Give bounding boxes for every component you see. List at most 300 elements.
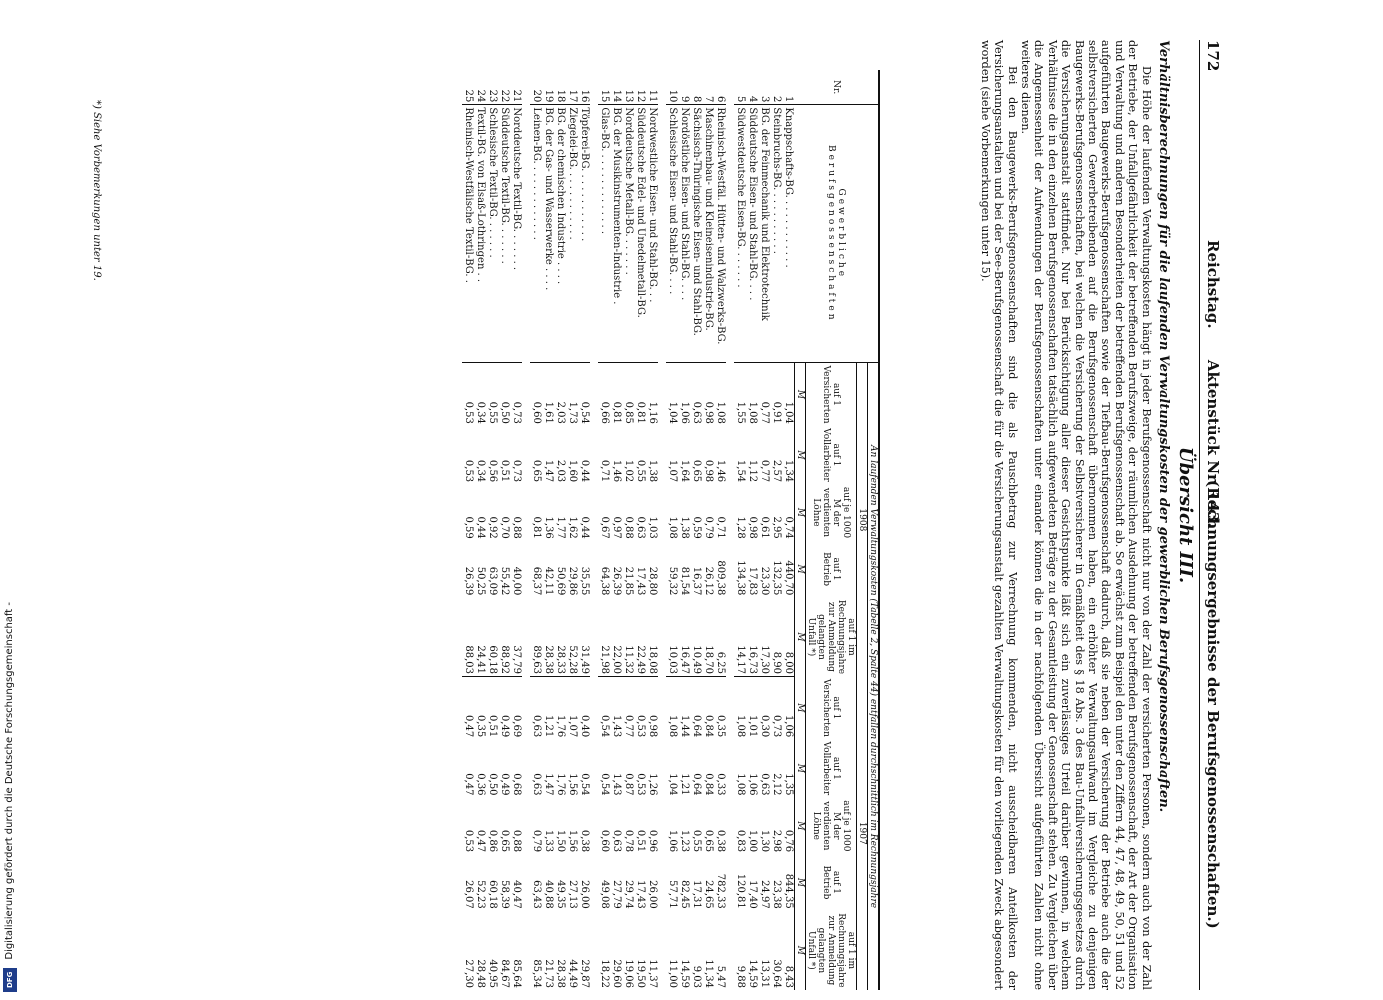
cell-v1907-2: 0,54	[599, 773, 610, 796]
cell-v1907-5: 5,47	[715, 965, 726, 988]
cell-v1908-2: 0,73	[511, 459, 522, 483]
cell-v1907-4: 24,97	[759, 880, 770, 909]
cell-v1908-4: 50,69	[555, 566, 566, 596]
table-row	[746, 70, 758, 990]
cell-v1908-4: 28,80	[647, 566, 658, 596]
cell-v1908-4: 440,70	[783, 560, 794, 596]
year-header-1908: 1908	[857, 363, 868, 677]
digitization-credit: Digitalisierung gefördert durch die Deutsche Forschungsgemeinschaft -	[4, 602, 15, 960]
row-number: 2	[770, 70, 782, 105]
cell-v1907-5: 44,49	[567, 959, 578, 988]
cell-v1907-3: 1,50	[555, 829, 566, 853]
cell-v1908-5: 10,03	[667, 645, 678, 675]
cell-v1907-3: 0,79	[531, 829, 542, 853]
cell-v1907-5: 8,43	[783, 965, 794, 988]
col-header-name-line1: Gewerbliche	[836, 188, 847, 280]
cell-v1907-1: 1,43	[610, 677, 622, 740]
cell-v1907-2: 0,84	[703, 773, 714, 796]
row-name: Töpferei-BG. . . . . . . . . . . .	[578, 105, 590, 363]
cell-v1907-3: 1,30	[759, 829, 770, 853]
cell-v1907-5: 84,67	[499, 959, 510, 988]
group-gap	[522, 70, 530, 990]
body-text	[978, 40, 1170, 990]
cell-v1908-2: 0,98	[703, 459, 714, 483]
sub-header-1907-4: auf 1 Betrieb	[806, 854, 857, 911]
cell-v1908-5: 24,41	[475, 645, 486, 675]
cell-v1907-3: 1,23	[679, 829, 690, 853]
running-head-aktenstueck: Aktenstück Nr. 143.	[1204, 359, 1222, 528]
cell-v1907-5: 14,59	[679, 959, 690, 988]
cell-v1908-1: 1,61	[543, 401, 554, 424]
cell-v1908-5: 16,47	[679, 645, 690, 675]
cell-v1907-5: 85,64	[511, 959, 522, 988]
row-name: Schlesische Eisen- und Stahl-BG. . . .	[666, 105, 678, 363]
cell-v1907-4: 26,00	[647, 880, 658, 909]
cell-v1908-5: 18,70	[703, 645, 714, 675]
row-name: Südwestdeutsche Eisen-BG. . . . . . .	[734, 105, 746, 363]
row-name: Süddeutsche Edel- und Unedelmetall-BG.	[634, 105, 646, 363]
group-gap	[658, 70, 666, 990]
cell-v1908-1: 1,08	[747, 401, 758, 424]
row-number: 25	[462, 70, 474, 105]
cell-v1908-5: 16,73	[747, 645, 758, 675]
row-name: Maschinenbau- und Kleineisenindustrie-BG.	[702, 105, 714, 363]
cell-v1907-5: 19,50	[635, 959, 646, 988]
cell-v1907-1: 0,84	[702, 677, 714, 740]
cell-v1908-5: 52,28	[567, 645, 578, 675]
cell-v1908-5: 28,38	[543, 645, 554, 675]
unit-cell: M	[795, 484, 806, 541]
cell-v1908-5: 88,92	[499, 645, 510, 675]
cell-v1907-1: 0,49	[498, 677, 510, 740]
table-row	[782, 70, 795, 990]
cell-v1907-4: 26,00	[579, 880, 590, 909]
cell-v1908-3: 0,88	[623, 516, 634, 539]
cell-v1908-4: 809,38	[715, 560, 726, 596]
year-header-1907: 1907	[857, 677, 868, 990]
row-name: Leinen-BG. . . . . . . . . . . . .	[530, 105, 542, 363]
cell-v1908-5: 89,63	[531, 645, 542, 675]
table-row	[542, 70, 554, 990]
row-name: BG. der chemischen Industrie . . . .	[554, 105, 566, 363]
row-name: BG. der Gas- und Wasserwerke . . . .	[542, 105, 554, 363]
cell-v1908-2: 1,47	[543, 459, 554, 483]
cell-v1908-4: 23,30	[759, 566, 770, 596]
cell-v1907-5: 18,22	[599, 959, 610, 988]
cell-v1907-1: 0,40	[578, 677, 590, 740]
cell-v1908-1: 0,91	[771, 401, 782, 424]
cell-v1908-1: 0,98	[703, 401, 714, 424]
cell-v1908-2: 0,77	[759, 459, 770, 483]
cell-v1907-4: 29,74	[623, 880, 634, 909]
row-number: 17	[566, 70, 578, 105]
cell-v1907-2: 0,49	[499, 773, 510, 796]
table-row	[462, 70, 474, 990]
cell-v1908-3: 1,03	[647, 516, 658, 539]
sub-header-1908-1: auf 1 Versicherten	[806, 363, 857, 426]
cell-v1907-5: 11,37	[647, 959, 658, 988]
cell-v1907-1: 0,63	[530, 677, 542, 740]
cell-v1908-5: 6,25	[715, 651, 726, 675]
cell-v1908-1: 0,77	[759, 401, 770, 424]
running-head-right: (Rechnungsergebnisse der Berufsgenossenschaften.)	[1204, 480, 1222, 929]
row-number: 9	[678, 70, 690, 105]
cell-v1907-3: 0,63	[611, 829, 622, 853]
cell-v1907-1: 0,35	[714, 677, 726, 740]
cell-v1908-4: 29,86	[567, 566, 578, 596]
cell-v1907-5: 11,00	[667, 959, 678, 988]
row-name: Süddeutsche Textil-BG. . . . . . .	[498, 105, 510, 363]
cell-v1907-5: 19,06	[623, 959, 634, 988]
cell-v1908-2: 0,56	[487, 459, 498, 483]
cell-v1908-5: 10,49	[691, 645, 702, 675]
sub-header-1907-2: auf 1 Vollarbeiter	[806, 739, 857, 797]
cell-v1908-4: 26,39	[611, 566, 622, 596]
cell-v1908-1: 0,81	[635, 401, 646, 424]
cell-v1908-1: 2,03	[555, 401, 566, 424]
cell-v1907-1: 1,07	[566, 677, 578, 740]
row-name: BG. der Feinmechanik und Elektrotechnik	[758, 105, 770, 363]
cell-v1907-2: 0,63	[531, 773, 542, 796]
cell-v1908-5: 18,08	[647, 645, 658, 675]
cell-v1907-1: 0,35	[474, 677, 486, 740]
cell-v1907-4: 49,08	[599, 880, 610, 909]
cell-v1908-3: 0,97	[611, 516, 622, 539]
cell-v1908-2: 1,54	[735, 459, 746, 483]
cell-v1907-1: 1,21	[542, 677, 554, 740]
cell-v1907-2: 0,64	[691, 773, 702, 796]
page-number: 172	[1204, 40, 1222, 72]
table-row	[578, 70, 590, 990]
cell-v1907-4: 49,35	[555, 880, 566, 909]
sub-header-1907-1: auf 1 Versicherten	[806, 677, 857, 740]
unit-cell: M	[795, 677, 806, 740]
cell-v1908-3: 0,59	[463, 516, 474, 539]
cell-v1907-4: 63,43	[531, 880, 542, 909]
cell-v1908-5: 31,49	[579, 645, 590, 675]
table-row	[622, 70, 634, 990]
cell-v1907-2: 0,63	[759, 773, 770, 796]
cell-v1907-2: 1,08	[735, 773, 746, 796]
row-name: Süddeutsche Eisen- und Stahl-BG. . . .	[746, 105, 758, 363]
cell-v1908-5: 28,33	[555, 645, 566, 675]
cell-v1908-3: 1,62	[567, 516, 578, 539]
row-number: 24	[474, 70, 486, 105]
cell-v1908-2: 1,12	[747, 459, 758, 483]
cell-v1908-5: 22,49	[635, 645, 646, 675]
row-name: Schlesische Textil-BG. . . . . . .	[486, 105, 498, 363]
col-header-nr: Nr.	[795, 70, 879, 105]
cell-v1907-2: 1,56	[567, 773, 578, 796]
group-gap	[726, 70, 734, 990]
cell-v1907-4: 844,35	[783, 873, 794, 909]
cell-v1907-1: 1,44	[678, 677, 690, 740]
cell-v1908-1: 1,04	[783, 401, 794, 424]
cell-v1908-4: 64,38	[599, 566, 610, 596]
cell-v1908-4: 17,83	[747, 566, 758, 596]
cell-v1907-1: 0,30	[758, 677, 770, 740]
cell-v1907-3: 2,98	[771, 829, 782, 853]
cell-v1908-1: 0,50	[499, 401, 510, 424]
row-name: Norddeutsche Textil-BG. . . . . . .	[510, 105, 522, 363]
group-gap	[590, 70, 598, 990]
cell-v1908-1: 0,63	[691, 401, 702, 424]
section-heading	[1175, 40, 1196, 990]
cell-v1908-1: 1,08	[715, 401, 726, 424]
row-number: 1	[782, 70, 795, 105]
cell-v1908-2: 0,34	[475, 459, 486, 483]
cell-v1908-3: 0,67	[599, 516, 610, 539]
cell-v1907-4: 24,65	[703, 880, 714, 909]
row-number: 12	[634, 70, 646, 105]
cell-v1907-2: 1,76	[555, 773, 566, 796]
cell-v1908-2: 0,53	[463, 459, 474, 483]
cell-v1908-3: 0,92	[487, 516, 498, 539]
table-row	[486, 70, 498, 990]
row-name: Textil-BG. von Elsaß-Lothringen . .	[474, 105, 486, 363]
cell-v1908-4: 50,25	[475, 566, 486, 596]
cell-v1907-4: 17,40	[747, 880, 758, 909]
table-row	[474, 70, 486, 990]
row-number: 6	[714, 70, 726, 105]
cell-v1907-1: 0,98	[646, 677, 658, 740]
cell-v1908-3: 0,71	[715, 516, 726, 539]
cell-v1907-3: 0,53	[463, 829, 474, 853]
cell-v1908-2: 1,46	[611, 459, 622, 483]
sub-header-1908-2: auf 1 Vollarbeiter	[806, 426, 857, 484]
cell-v1907-3: 0,78	[623, 829, 634, 853]
cell-v1907-3: 0,60	[599, 829, 610, 853]
cell-v1908-2: 2,57	[771, 459, 782, 483]
cell-v1907-3: 0,51	[635, 829, 646, 853]
cell-v1908-4: 132,35	[771, 560, 782, 596]
row-number: 19	[542, 70, 554, 105]
cell-v1907-5: 28,48	[475, 959, 486, 988]
cell-v1908-4: 134,38	[735, 560, 746, 596]
cell-v1908-4: 40,00	[511, 566, 522, 596]
cell-v1908-4: 55,42	[499, 566, 510, 596]
table-row	[690, 70, 702, 990]
cell-v1908-3: 0,74	[783, 516, 794, 539]
cell-v1907-2: 0,47	[463, 773, 474, 796]
cell-v1907-2: 0,33	[715, 773, 726, 796]
cell-v1907-3: 0,88	[511, 829, 522, 853]
cell-v1908-3: 0,88	[511, 516, 522, 539]
cell-v1907-2: 2,12	[771, 773, 782, 796]
verwaltungskosten-table	[462, 70, 878, 990]
cell-v1908-4: 26,12	[703, 566, 714, 596]
cell-v1908-2: 1,46	[715, 459, 726, 483]
cell-v1907-2: 1,26	[647, 773, 658, 796]
cell-v1907-5: 21,73	[543, 959, 554, 988]
row-name: Steinbruchs-BG. . . . . . . . . . .	[770, 105, 782, 363]
cell-v1908-2: 1,64	[679, 459, 690, 483]
cell-v1907-5: 29,60	[611, 959, 622, 988]
paragraph-2: Bei den Baugewerks-Berufsgenossenschaften sind die als Pauschbetrag zur Verrechnung kommenden, nicht ausscheidbaren Anteilkosten der Versicherungsanstalten und bei der See-Berufsgenossenschaft die für die Versicherungsanstalt gezahlten Verwaltungskosten für den vorliegenden Zweck abgesondert worden (siehe Vorbemerkungen unter 15).	[978, 40, 1019, 990]
table-row	[646, 70, 658, 990]
cell-v1907-1: 0,47	[462, 677, 474, 740]
row-number: 16	[578, 70, 590, 105]
row-number: 13	[622, 70, 634, 105]
sub-header-1908-3: auf je 1000 M der verdienten Löhne	[806, 484, 857, 541]
cell-v1907-4: 26,07	[463, 880, 474, 909]
cell-v1908-1: 0,53	[463, 401, 474, 424]
cell-v1908-4: 42,11	[543, 566, 554, 596]
cell-v1908-1: 1,06	[679, 401, 690, 424]
cell-v1908-3: 0,81	[531, 516, 542, 539]
cell-v1908-3: 1,36	[543, 516, 554, 539]
cell-v1908-5: 88,03	[463, 645, 474, 675]
row-name: Norddeutsche Metall-BG. . . . . . .	[622, 105, 634, 363]
cell-v1908-1: 1,16	[647, 401, 658, 424]
cell-v1907-3: 1,06	[667, 829, 678, 853]
scan-sidebar	[0, 0, 20, 1000]
section-title: Übersicht III.	[1175, 446, 1196, 584]
cell-v1908-5: 8,00	[783, 651, 794, 675]
table-row	[598, 70, 610, 990]
cell-v1908-3: 0,44	[579, 516, 590, 539]
row-name: Rheinisch-Westfälische Textil-BG. .	[462, 105, 474, 363]
cell-v1907-1: 1,06	[782, 677, 795, 740]
cell-v1908-1: 0,60	[531, 401, 542, 424]
cell-v1907-2: 0,36	[475, 773, 486, 796]
running-head-reichstag: Reichstag.	[1204, 240, 1222, 329]
cell-v1907-3: 0,65	[703, 829, 714, 853]
unit-cell: M	[795, 911, 806, 990]
unit-cell: M	[795, 426, 806, 484]
cell-v1907-4: 82,45	[679, 880, 690, 909]
col-header-name-line2: Berufsgenossenschaften	[826, 144, 837, 323]
cell-v1907-1: 0,73	[770, 677, 782, 740]
row-number: 3	[758, 70, 770, 105]
cell-v1907-2: 0,54	[579, 773, 590, 796]
cell-v1907-3: 0,55	[691, 829, 702, 853]
cell-v1907-5: 9,88	[735, 965, 746, 988]
cell-v1908-4: 35,55	[579, 566, 590, 596]
cell-v1907-3: 0,83	[735, 829, 746, 853]
cell-v1907-4: 58,39	[499, 880, 510, 909]
cell-v1908-3: 2,95	[771, 516, 782, 539]
row-name: Knappschafts-BG. . . . . . . . . . . .	[782, 105, 795, 363]
cell-v1907-1: 0,53	[634, 677, 646, 740]
cell-v1908-5: 8,90	[771, 651, 782, 675]
cell-v1908-1: 1,55	[735, 401, 746, 424]
unit-cell: M	[795, 363, 806, 426]
row-name: Nordwestliche Eisen- und Stahl-BG. . .	[646, 105, 658, 363]
table-row	[714, 70, 726, 990]
rotated-document-page	[80, 0, 1230, 1000]
table-row	[770, 70, 782, 990]
cell-v1908-2: 1,34	[783, 459, 794, 483]
cell-v1907-2: 1,06	[747, 773, 758, 796]
table-row	[554, 70, 566, 990]
cell-v1908-4: 63,09	[487, 566, 498, 596]
cell-v1907-1: 1,08	[734, 677, 746, 740]
row-name: Ziegelei-BG. . . . . . . . . . . .	[566, 105, 578, 363]
cell-v1908-1: 0,73	[511, 401, 522, 424]
unit-cell: M	[795, 854, 806, 911]
cell-v1907-5: 11,34	[703, 959, 714, 988]
cell-v1907-1: 0,51	[486, 677, 498, 740]
sub-header-1908-5: auf 1 im Rechnungsjahre zur Anmeldung gelangten Unfall *)	[806, 597, 857, 676]
cell-v1907-4: 60,18	[487, 880, 498, 909]
cell-v1907-4: 27,13	[567, 880, 578, 909]
footnote: *) Siehe Vorbemerkungen unter 19.	[91, 100, 102, 281]
cell-v1907-5: 40,95	[487, 959, 498, 988]
cell-v1908-5: 11,32	[623, 645, 634, 675]
table-row	[610, 70, 622, 990]
cell-v1907-5: 28,38	[555, 959, 566, 988]
cell-v1908-3: 1,28	[735, 516, 746, 539]
unit-cell: M	[795, 798, 806, 855]
cell-v1907-1: 1,08	[666, 677, 678, 740]
cell-v1908-2: 1,02	[623, 459, 634, 483]
cell-v1907-4: 40,47	[511, 880, 522, 909]
cell-v1907-3: 0,47	[475, 829, 486, 853]
row-name: Rheinisch-Westfäl. Hütten- und Walzwerks-BG.	[714, 105, 726, 363]
table-row	[702, 70, 714, 990]
cell-v1908-3: 1,08	[667, 516, 678, 539]
head-rule	[1199, 40, 1200, 990]
table-top-rule	[878, 70, 880, 990]
row-number: 7	[702, 70, 714, 105]
cell-v1907-4: 23,38	[771, 880, 782, 909]
cell-v1907-4: 57,71	[667, 880, 678, 909]
row-number: 8	[690, 70, 702, 105]
cell-v1908-1: 0,85	[623, 401, 634, 424]
cell-v1907-2: 0,87	[623, 773, 634, 796]
cell-v1908-4: 59,32	[667, 566, 678, 596]
cell-v1907-3: 0,96	[647, 829, 658, 853]
cell-v1907-4: 40,88	[543, 880, 554, 909]
row-number: 5	[734, 70, 746, 105]
sub-header-1907-3: auf je 1000 M der verdienten Löhne	[806, 798, 857, 855]
col-header-name	[795, 105, 879, 363]
cell-v1908-5: 17,30	[759, 645, 770, 675]
table-row	[530, 70, 542, 990]
cell-v1907-3: 0,86	[487, 829, 498, 853]
cell-v1907-4: 782,33	[715, 873, 726, 909]
row-number: 11	[646, 70, 658, 105]
cell-v1908-1: 0,34	[475, 401, 486, 424]
cell-v1908-2: 0,65	[531, 459, 542, 483]
row-name: Nordöstliche Eisen- und Stahl-BG. . . .	[678, 105, 690, 363]
cell-v1907-1: 1,01	[746, 677, 758, 740]
table-row	[666, 70, 678, 990]
cell-v1907-3: 1,00	[747, 829, 758, 853]
row-name: BG. der Musikinstrumenten-Industrie .	[610, 105, 622, 363]
sub-header-1908-4: auf 1 Betrieb	[806, 541, 857, 598]
cell-v1908-2: 0,51	[499, 459, 510, 483]
table-row	[498, 70, 510, 990]
cell-v1907-2: 1,04	[667, 773, 678, 796]
row-number: 20	[530, 70, 542, 105]
cell-v1908-4: 68,37	[531, 566, 542, 596]
row-number: 10	[666, 70, 678, 105]
cell-v1907-4: 52,23	[475, 880, 486, 909]
row-number: 15	[598, 70, 610, 105]
cell-v1908-4: 21,85	[623, 566, 634, 596]
table-row	[678, 70, 690, 990]
cell-v1907-5: 27,30	[463, 959, 474, 988]
cell-v1907-1: 0,54	[598, 677, 610, 740]
row-number: 22	[498, 70, 510, 105]
row-number: 14	[610, 70, 622, 105]
table-row	[634, 70, 646, 990]
cell-v1907-2: 0,68	[511, 773, 522, 796]
cell-v1907-5: 29,87	[579, 959, 590, 988]
cell-v1907-2: 1,47	[543, 773, 554, 796]
